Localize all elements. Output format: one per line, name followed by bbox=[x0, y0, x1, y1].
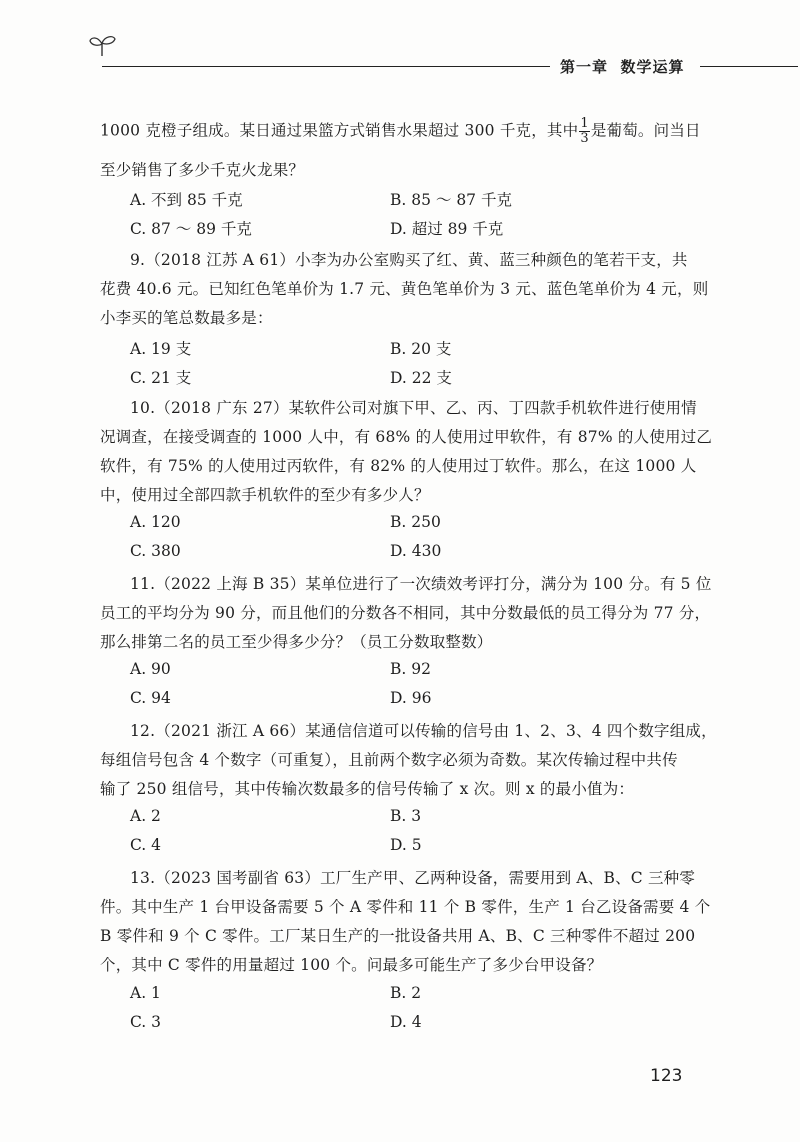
chapter-title: 数学运算 bbox=[620, 58, 685, 76]
q8-line-1 bbox=[100, 117, 701, 146]
q10-line-2: 况调查，在接受调查的 1000 人中，有 68% 的人使用过甲软件，有 87% 的人使用过乙 bbox=[100, 428, 713, 446]
header-rule-left bbox=[102, 66, 550, 67]
q13-option-c: C. 3 bbox=[130, 1013, 162, 1031]
q10-option-c: C. 380 bbox=[130, 542, 181, 560]
q9-option-c: C. 21 支 bbox=[130, 369, 192, 387]
q12-line-2: 每组信号包含 4 个数字（可重复），且前两个数字必须为奇数。某次传输过程中共传 bbox=[100, 751, 678, 769]
q11-line-2: 员工的平均分为 90 分，而且他们的分数各不相同，其中分数最低的员工得分为 77 分， bbox=[100, 604, 711, 622]
q11-option-b: B. 92 bbox=[390, 660, 431, 678]
q8-text-b: 是葡萄。问当日 bbox=[590, 121, 701, 140]
q13-line-3: B 零件和 9 个 C 零件。工厂某日生产的一批设备共用 A、B、C 三种零件不超过 200 bbox=[100, 927, 696, 945]
q9-option-a: A. 19 支 bbox=[130, 340, 192, 358]
header-rule-right bbox=[700, 66, 798, 67]
q10-option-a: A. 120 bbox=[130, 513, 181, 531]
q8-option-d: D. 超过 89 千克 bbox=[390, 220, 504, 238]
q9-line-2: 花费 40.6 元。已知红色笔单价为 1.7 元、黄色笔单价为 3 元、蓝色笔单价为 4 元，则 bbox=[100, 280, 709, 298]
q10-line-3: 软件，有 75% 的人使用过丙软件，有 82% 的人使用过丁软件。那么，在这 1000 人 bbox=[100, 457, 697, 475]
q13-option-b: B. 2 bbox=[390, 984, 422, 1002]
q8-option-c: C. 87 ～ 89 千克 bbox=[130, 220, 252, 238]
q12-option-c: C. 4 bbox=[130, 836, 162, 854]
q11-line-3: 那么排第二名的员工至少得多少分？（员工分数取整数） bbox=[100, 633, 493, 651]
q9-line-1: 9.（2018 江苏 A 61）小李为办公室购买了红、黄、蓝三种颜色的笔若干支，共 bbox=[130, 251, 688, 269]
q9-line-3: 小李买的笔总数最多是： bbox=[100, 309, 273, 327]
q13-line-4: 个，其中 C 零件的用量超过 100 个。问最多可能生产了多少台甲设备？ bbox=[100, 956, 603, 974]
q12-line-1: 12.（2021 浙江 A 66）某通信信道可以传输的信号由 1、2、3、4 四个数字组成， bbox=[130, 722, 717, 740]
q10-option-d: D. 430 bbox=[390, 542, 442, 560]
q10-line-1: 10.（2018 广东 27）某软件公司对旗下甲、乙、丙、丁四款手机软件进行使用情 bbox=[130, 399, 697, 417]
q8-option-b: B. 85 ～ 87 千克 bbox=[390, 191, 512, 209]
q10-option-b: B. 250 bbox=[390, 513, 441, 531]
q11-option-c: C. 94 bbox=[130, 689, 171, 707]
q13-option-a: A. 1 bbox=[130, 984, 161, 1002]
q13-option-d: D. 4 bbox=[390, 1013, 422, 1031]
chapter-label: 第一章 bbox=[560, 58, 609, 76]
q12-option-b: B. 3 bbox=[390, 807, 422, 825]
q11-option-d: D. 96 bbox=[390, 689, 432, 707]
chapter-heading bbox=[560, 56, 684, 77]
q12-option-d: D. 5 bbox=[390, 836, 422, 854]
q10-line-4: 中，使用过全部四款手机软件的至少有多少人？ bbox=[100, 486, 430, 504]
q8-option-a: A. 不到 85 千克 bbox=[130, 191, 243, 209]
page-number: 123 bbox=[650, 1066, 683, 1086]
fraction-numerator: 1 bbox=[580, 116, 589, 131]
q12-option-a: A. 2 bbox=[130, 807, 161, 825]
q12-line-3: 输了 250 组信号，其中传输次数最多的信号传输了 x 次。则 x 的最小值为： bbox=[100, 780, 635, 798]
fraction-one-third bbox=[579, 117, 589, 146]
page-header bbox=[0, 0, 800, 90]
q9-option-d: D. 22 支 bbox=[390, 369, 452, 387]
q8-text-a: 1000 克橙子组成。某日通过果篮方式销售水果超过 300 千克，其中 bbox=[100, 121, 579, 140]
fraction-denominator: 3 bbox=[580, 131, 589, 146]
q9-option-b: B. 20 支 bbox=[390, 340, 452, 358]
sprout-icon bbox=[88, 34, 118, 58]
q13-line-2: 件。其中生产 1 台甲设备需要 5 个 A 零件和 11 个 B 零件，生产 1 台乙设备需要 4 个 bbox=[100, 898, 711, 916]
q13-line-1: 13.（2023 国考副省 63）工厂生产甲、乙两种设备，需要用到 A、B、C 三种零 bbox=[130, 869, 696, 887]
q11-line-1: 11.（2022 上海 B 35）某单位进行了一次绩效考评打分，满分为 100 分。有 5 位 bbox=[130, 575, 712, 593]
q11-option-a: A. 90 bbox=[130, 660, 171, 678]
q8-line-2: 至少销售了多少千克火龙果？ bbox=[100, 161, 305, 179]
